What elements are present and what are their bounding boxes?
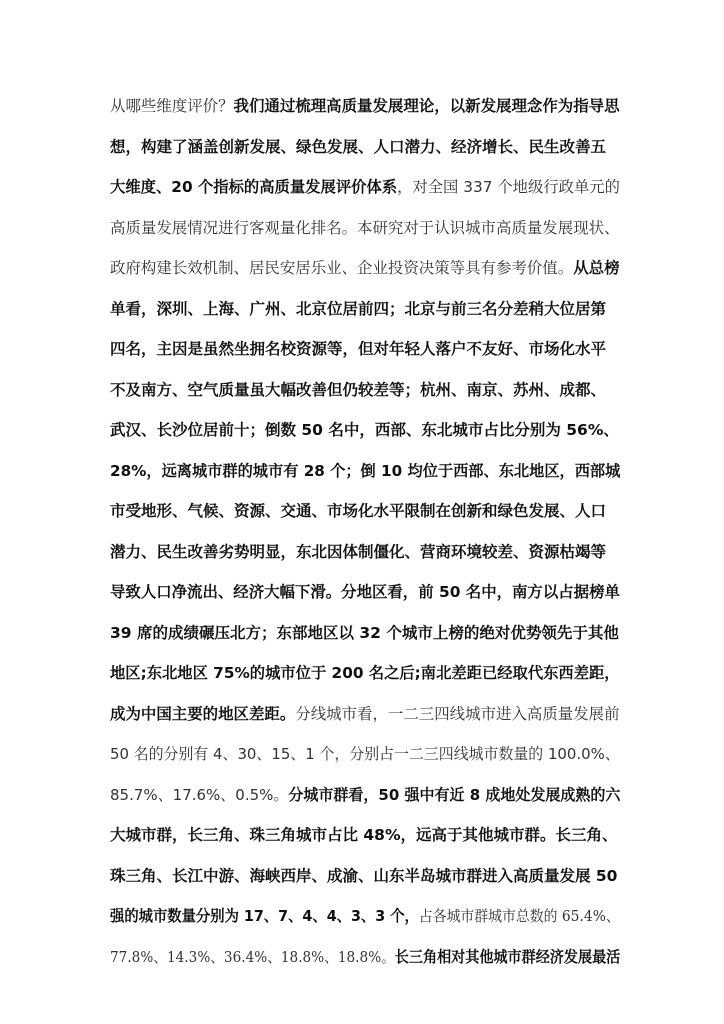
text-line	[110, 661, 620, 685]
bold-text-run: 珠三角、长江中游、海峡西岸、成渝、山东半岛城市群进入高质量发展 50	[110, 866, 618, 885]
text-run: 分线城市看，一二三四线城市进入高质量发展前	[295, 704, 620, 723]
text-line	[110, 337, 620, 361]
text-run: 高质量发展情况进行客观量化排名。本研究对于认识城市高质量发展现状、	[110, 218, 620, 237]
bold-text-run: 强的城市数量分别为 17、7、4、4、3、3 个，	[110, 907, 419, 925]
text-run: 50 名的分别有 4、30、15、1 个，分别占一二三四线城市数量的 100.0%、	[110, 745, 620, 763]
text-line	[110, 783, 621, 807]
text-run: 从哪些维度评价？	[110, 97, 234, 115]
bold-text-run: 我们通过梳理高质量发展理论，以新发展理念作为指导思	[233, 97, 620, 115]
text-line	[110, 459, 621, 483]
text-run: 85.7%、17.6%、0.5%。	[110, 785, 289, 804]
text-line	[110, 175, 620, 199]
bold-text-run: 28%，远离城市群的城市有 28 个；倒 10 均位于西部、东北地区，西部城	[110, 461, 621, 480]
text-line	[110, 823, 620, 847]
bold-text-run: 不及南方、空气质量虽大幅改善但仍较差等；杭州、南京、苏州、成都、	[110, 380, 607, 399]
bold-text-run: 四名，主因是虽然坐拥名校资源等，但对年轻人落户不友好、市场化水平	[110, 340, 607, 358]
bold-text-run: 想，构建了涵盖创新发展、绿色发展、人口潜力、经济增长、民生改善五	[110, 137, 607, 156]
text-line	[110, 216, 618, 240]
text-run: 政府构建长效机制、居民安居乐业、企业投资决策等具有参考价值。	[110, 259, 574, 277]
bold-text-run: 大维度、20 个指标的高质量发展评价体系	[110, 178, 398, 196]
bold-text-run: 分城市群看，50 强中有近 8 成地处发展成熟的六	[288, 785, 621, 804]
text-line	[110, 94, 618, 118]
bold-text-run: 市受地形、气候、资源、交通、市场化水平限制在创新和绿色发展、人口	[110, 502, 607, 520]
text-line	[110, 742, 620, 766]
bold-text-run: 39 席的成绩碾压北方；东部地区以 32 个城市上榜的绝对优势领先于其他	[110, 623, 619, 642]
bold-text-run: 从总榜	[573, 259, 620, 277]
bold-text-run: 潜力、民生改善劣势明显，东北因体制僵化、营商环境较差、资源枯竭等	[110, 542, 607, 561]
text-line	[110, 135, 620, 159]
text-line	[110, 378, 620, 402]
text-line	[110, 945, 621, 969]
bold-text-run: 单看，深圳、上海、广州、北京位居前四；北京与前三名分差稍大位居第	[110, 299, 607, 318]
bold-text-run: 武汉、长沙位居前十；倒数 50 名中，西部、东北城市占比分别为 56%、	[110, 421, 619, 439]
text-run: 占各城市群城市总数的 65.4%、	[418, 907, 620, 925]
text-line	[110, 297, 620, 321]
text-line	[110, 499, 620, 523]
text-line	[110, 580, 620, 604]
text-line	[110, 418, 620, 442]
text-line	[110, 540, 620, 564]
text-line	[110, 702, 618, 726]
text-line	[110, 904, 620, 928]
text-run: ，对全国 337 个地级行政单元的	[397, 178, 620, 196]
bold-text-run: 导致人口净流出、经济大幅下滑。分地区看，前 50 名中，南方以占据榜单	[110, 583, 620, 601]
text-run: 77.8%、14.3%、36.4%、18.8%、18.8%。	[110, 947, 395, 966]
bold-text-run: 成为中国主要的地区差距。	[110, 704, 296, 723]
bold-text-run: 长三角相对其他城市群经济发展最活	[394, 947, 621, 966]
text-line	[110, 621, 620, 645]
text-line	[110, 256, 618, 280]
text-line	[110, 864, 620, 888]
bold-text-run: 大城市群，长三角、珠三角城市占比 48%，远高于其他城市群。长三角、	[110, 826, 618, 844]
bold-text-run: 地区;东北地区 75%的城市位于 200 名之后;南北差距已经取代东西差距，	[110, 664, 620, 682]
